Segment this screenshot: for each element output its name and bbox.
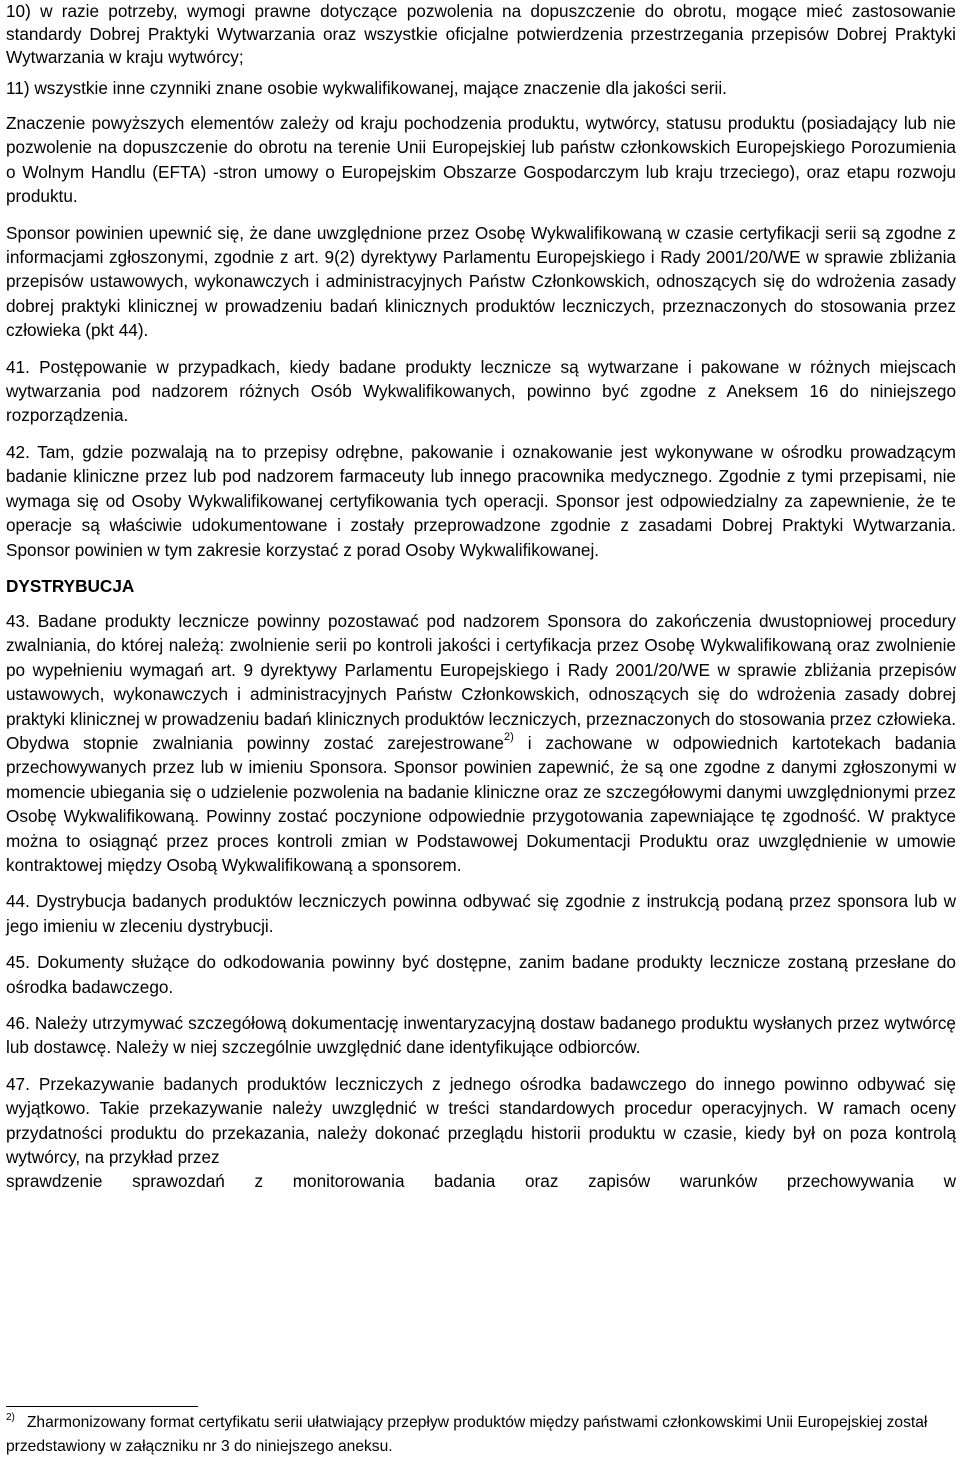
paragraph-44: 44. Dystrybucja badanych produktów leczniczych powinna odbywać się zgodnie z instrukcją podaną przez sponsora lub w jego imieniu w zleceniu dystrybucji. (6, 891, 956, 936)
footnote-divider (6, 1406, 198, 1407)
document-body (6, 0, 956, 1194)
footnote-reference: 2) (503, 731, 514, 744)
list-item-10: 10) w razie potrzeby, wymogi prawne dotyczące pozwolenia na dopuszczenie do obrotu, mogące mieć zastosowanie standardy Dobrej Praktyki Wytwarzania oraz wszystkie oficjalne potwierdzenia przestrzegania przepisów Dobrej Praktyki Wytwarzania w kraju wytwórcy; (6, 1, 956, 67)
paragraph-47-continued: sprawdzenie sprawozdań z monitorowania badania oraz zapisów warunków przechowywania w (6, 1171, 956, 1192)
list-item-11: 11) wszystkie inne czynniki znane osobie wykwalifikowanej, mające znaczenie dla jakości serii. (6, 78, 727, 98)
footnote-mark: 2) (6, 1412, 15, 1423)
paragraph-43-part1: 43. Badane produkty lecznicze powinny pozostawać pod nadzorem Sponsora do zakończenia dwustopniowej procedury zwalniania, do której należą: zwolnienie serii po kontroli jakości i certyfikacja przez Osobę Wykwalifikowaną oraz zwolnienie po wypełnieniu wymagań art. 9 dyrektywy Parlamentu Europejskiego i Rady 2001/20/WE w sprawie zbliżania przepisów ustawowych, wykonawczych i administracyjnych Państw Członkowskich, odnoszących się do wdrożenia zasady dobrej praktyki klinicznej w prowadzeniu badań klinicznych produktów leczniczych, przeznaczonych do stosowania przez człowieka. Obydwa stopnie zwalniania powinny zostać zarejestrowane (6, 610, 956, 753)
paragraph-46: 46. Należy utrzymywać szczegółową dokumentację inwentaryzacyjną dostaw badanego produktu wysłanych przez wytwórcę lub dostawcę. Należy w niej szczególnie uwzględnić dane identyfikujące odbiorców. (6, 1013, 956, 1058)
paragraph-42: 42. Tam, gdzie pozwalają na to przepisy odrębne, pakowanie i oznakowanie jest wykonywane w ośrodku prowadzącym badanie kliniczne przez lub pod nadzorem farmaceuty lub innego pracownika medycznego. Zgodnie z tymi przepisami, nie wymaga się od Osoby Wykwalifikowanej certyfikowania tych operacji. Sponsor jest odpowiedzialny za zapewnienie, że te operacje są właściwie udokumentowane i zostały przeprowadzone zgodnie z zasadami Dobrej Praktyki Wytwarzania. Sponsor powinien w tym zakresie korzystać z porad Osoby Wykwalifikowanej. (6, 441, 956, 560)
paragraph-43-part2: i zachowane w odpowiednich kartotekach badania przechowywanych przez lub w imieniu Sponsora. Sponsor powinien zapewnić, że są one zgodne z danymi zgłoszonymi w momencie ubiegania się o udzielenie pozwolenia na badanie kliniczne oraz ze szczegółowymi danymi uwzględnionymi przez Osobę Wykwalifikowaną. Powinny zostać poczynione odpowiednie przygotowania zapewniające tę zgodność. W praktyce można to osiągnąć przez proces kontroli zmian w Podstawowej Dokumentacji Produktu oraz uwzględnienie w umowie kontraktowej między Osobą Wykwalifikowaną a sponsorem. (6, 732, 956, 875)
footnote (6, 1412, 956, 1457)
paragraph-43 (6, 609, 956, 877)
paragraph-41: 41. Postępowanie w przypadkach, kiedy badane produkty lecznicze są wytwarzane i pakowane w różnych miejscach wytwarzania pod nadzorem różnych Osób Wykwalifikowanych, powinno być zgodne z Aneksem 16 do niniejszego rozporządzenia. (6, 356, 956, 426)
paragraph-47: 47. Przekazywanie badanych produktów leczniczych z jednego ośrodka badawczego do innego powinno odbywać się wyjątkowo. Takie przekazywanie należy uwzględnić w treści standardowych procedur operacyjnych. W ramach oceny przydatności produktu do przekazania, należy dokonać przeglądu historii produktu w czasie, kiedy był on poza kontrolą wytwórcy, na przykład przez (6, 1073, 956, 1168)
section-heading: DYSTRYBUCJA (6, 575, 135, 596)
paragraph-sponsor: Sponsor powinien upewnić się, że dane uwzględnione przez Osobę Wykwalifikowaną w czasie certyfikacji serii są zgodne z informacjami zgłoszonymi, zgodnie z art. 9(2) dyrektywy Parlamentu Europejskiego i Rady 2001/20/WE w sprawie zbliżania przepisów ustawowych, wykonawczych i administracyjnych Państw Członkowskich, odnoszących się do wdrożenia zasady dobrej praktyki klinicznej w prowadzeniu badań klinicznych produktów leczniczych, przeznaczonych do stosowania przez człowieka (pkt 44). (6, 222, 956, 341)
footnote-text: Zharmonizowany format certyfikatu serii ułatwiający przepływ produktów między państwami członkowskimi Unii Europejskiej został przedstawiony w załączniku nr 3 do niniejszego aneksu. (6, 1414, 928, 1455)
paragraph-znaczenie: Znaczenie powyższych elementów zależy od kraju pochodzenia produktu, wytwórcy, statusu produktu (posiadający lub nie pozwolenie na dopuszczenie do obrotu na terenie Unii Europejskiej lub państw członkowskich Europejskiego Porozumienia o Wolnym Handlu (EFTA) -stron umowy o Europejskim Obszarze Gospodarczym lub kraju trzeciego), oraz etapu rozwoju produktu. (6, 113, 956, 207)
paragraph-45: 45. Dokumenty służące do odkodowania powinny być dostępne, zanim badane produkty lecznicze zostaną przesłane do ośrodka badawczego. (6, 952, 956, 997)
